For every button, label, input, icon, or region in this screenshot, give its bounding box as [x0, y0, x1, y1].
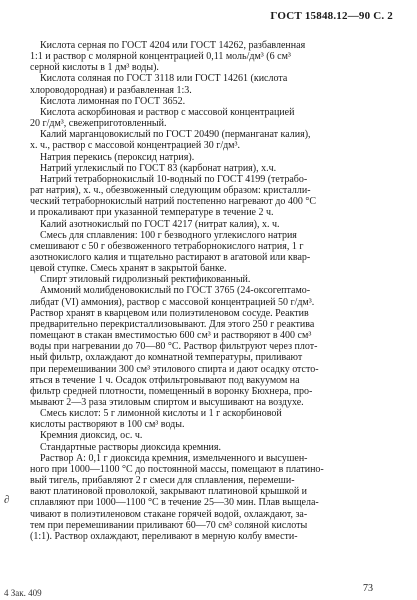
- text-line: Натрий тетраборнокислый 10-водный по ГОСТ 4199 (тетрабо-: [40, 173, 308, 185]
- text-line: Смесь для сплавления: 100 г безводного углекислого натрия: [40, 229, 297, 241]
- print-order-note: 4 Зак. 409: [4, 588, 42, 598]
- text-line: Раствор А: 0,1 г диоксида кремния, измельченного и высушен-: [40, 452, 308, 464]
- text-line: кислоты растворяют в 100 см³ воды.: [30, 419, 185, 431]
- text-line: Кислота аскорбиновая и раствор с массовой концентрацией: [40, 106, 295, 118]
- text-line: Калий марганцовокислый по ГОСТ 20490 (перманганат калия),: [40, 129, 311, 141]
- text-line: Кислота соляная по ГОСТ 3118 или ГОСТ 14261 (кислота: [40, 73, 288, 85]
- text-line: 20 г/дм³, свежеприготовленный.: [30, 118, 167, 130]
- text-line: Аммоний молибденовокислый по ГОСТ 3765 (24-оксогептамо-: [40, 285, 311, 297]
- text-line: Калий азотнокислый по ГОСТ 4217 (нитрат калия), х. ч.: [40, 218, 280, 230]
- text-line: Натрий углекислый по ГОСТ 83 (карбонат натрия), х.ч.: [40, 162, 277, 174]
- text-line: х. ч., раствор с массовой концентрацией 30 г/дм³.: [30, 140, 241, 152]
- text-line: при перемешивании 300 см³ этилового спирта и дают осадку отсто-: [30, 363, 319, 375]
- text-line: сплавляют при 1000—1100 °С в течение 25—30 мин. Плав выщела-: [30, 497, 319, 509]
- text-line: Раствор хранят в кварцевом или полиэтиленовом сосуде. Реактив: [30, 307, 309, 319]
- text-line: ного при 1000—1100 °С до постоянной массы, помещают в платино-: [30, 463, 324, 475]
- text-line: тем при перемешивании приливают 60—70 см³ соляной кислоты: [30, 519, 308, 531]
- text-line: ный фильтр, охлаждают до комнатной температуры, приливают: [30, 352, 303, 364]
- text-line: рат натрия), х. ч., обезвоженный следующим образом: кристалли-: [30, 185, 311, 197]
- text-line: Кремния диоксид, ос. ч.: [40, 430, 143, 442]
- document-body: [30, 40, 402, 542]
- text-line: (1:1). Раствор охлаждают, переливают в мерную колбу вмести-: [30, 530, 298, 542]
- text-line: смешивают с 50 г обезвоженного тетраборнокислого натрия, 1 г: [30, 240, 304, 252]
- text-line: серной кислоты в 1 дм³ воды).: [30, 62, 159, 74]
- text-line: и прокаливают при указанной температуре в течение 2 ч.: [30, 207, 274, 219]
- text-line: ческий тетраборнокислый натрий постепенно нагревают до 400 °С: [30, 196, 316, 208]
- text-line: Кислота лимонная по ГОСТ 3652.: [40, 95, 186, 107]
- text-line: Кислота серная по ГОСТ 4204 или ГОСТ 14262, разбавленная: [40, 40, 306, 51]
- page-number: 73: [363, 583, 373, 594]
- text-line: Стандартные растворы диоксида кремния.: [40, 441, 222, 453]
- text-line: вый тигель, прибавляют 2 г смеси для сплавления, перемеши-: [30, 475, 295, 487]
- text-line: мывают 2—3 раза этиловым спиртом и высушивают на воздухе.: [30, 397, 304, 408]
- margin-mark: ∂: [4, 494, 10, 506]
- text-line: цевой ступке. Смесь хранят в закрытой банке.: [30, 263, 227, 275]
- text-line: хлороводородная) и разбавленная 1:3.: [30, 84, 192, 96]
- page-header: ГОСТ 15848.12—90 С. 2: [270, 10, 393, 22]
- text-line: Спирт этиловый гидролизный ректификованный.: [40, 274, 251, 286]
- text-line: яться в течение 1 ч. Осадок отфильтровывают под вакуумом на: [30, 374, 300, 386]
- text-line: помещают в стакан вместимостью 600 см³ и растворяют в 400 см³: [30, 330, 312, 342]
- text-line: фильтр средней плотности, помещенный в воронку Бюхнера, про-: [30, 385, 313, 397]
- text-line: предварительно перекристаллизовывают. Для этого 250 г реактива: [30, 318, 315, 330]
- text-line: вают платиновой проволокой, закрывают платиновой крышкой и: [30, 486, 308, 498]
- text-line: азотнокислого калия и тщательно растирают в агатовой или квар-: [30, 251, 311, 263]
- text-line: Натрия перекись (пероксид натрия).: [40, 151, 195, 163]
- text-line: либдат (VI) аммония), раствор с массовой концентрацией 50 г/дм³.: [30, 296, 315, 308]
- text-line: Смесь кислот: 5 г лимонной кислоты и 1 г аскорбиновой: [40, 408, 282, 420]
- text-line: 1:1 и раствор с молярной концентрацией 0,11 моль/дм³ (6 см³: [30, 51, 291, 63]
- text-line: воды при нагревании до 70—80 °С. Раствор фильтруют через плот-: [30, 341, 318, 353]
- text-line: чивают в полиэтиленовом стакане горячей водой, охлаждают, за-: [30, 508, 308, 520]
